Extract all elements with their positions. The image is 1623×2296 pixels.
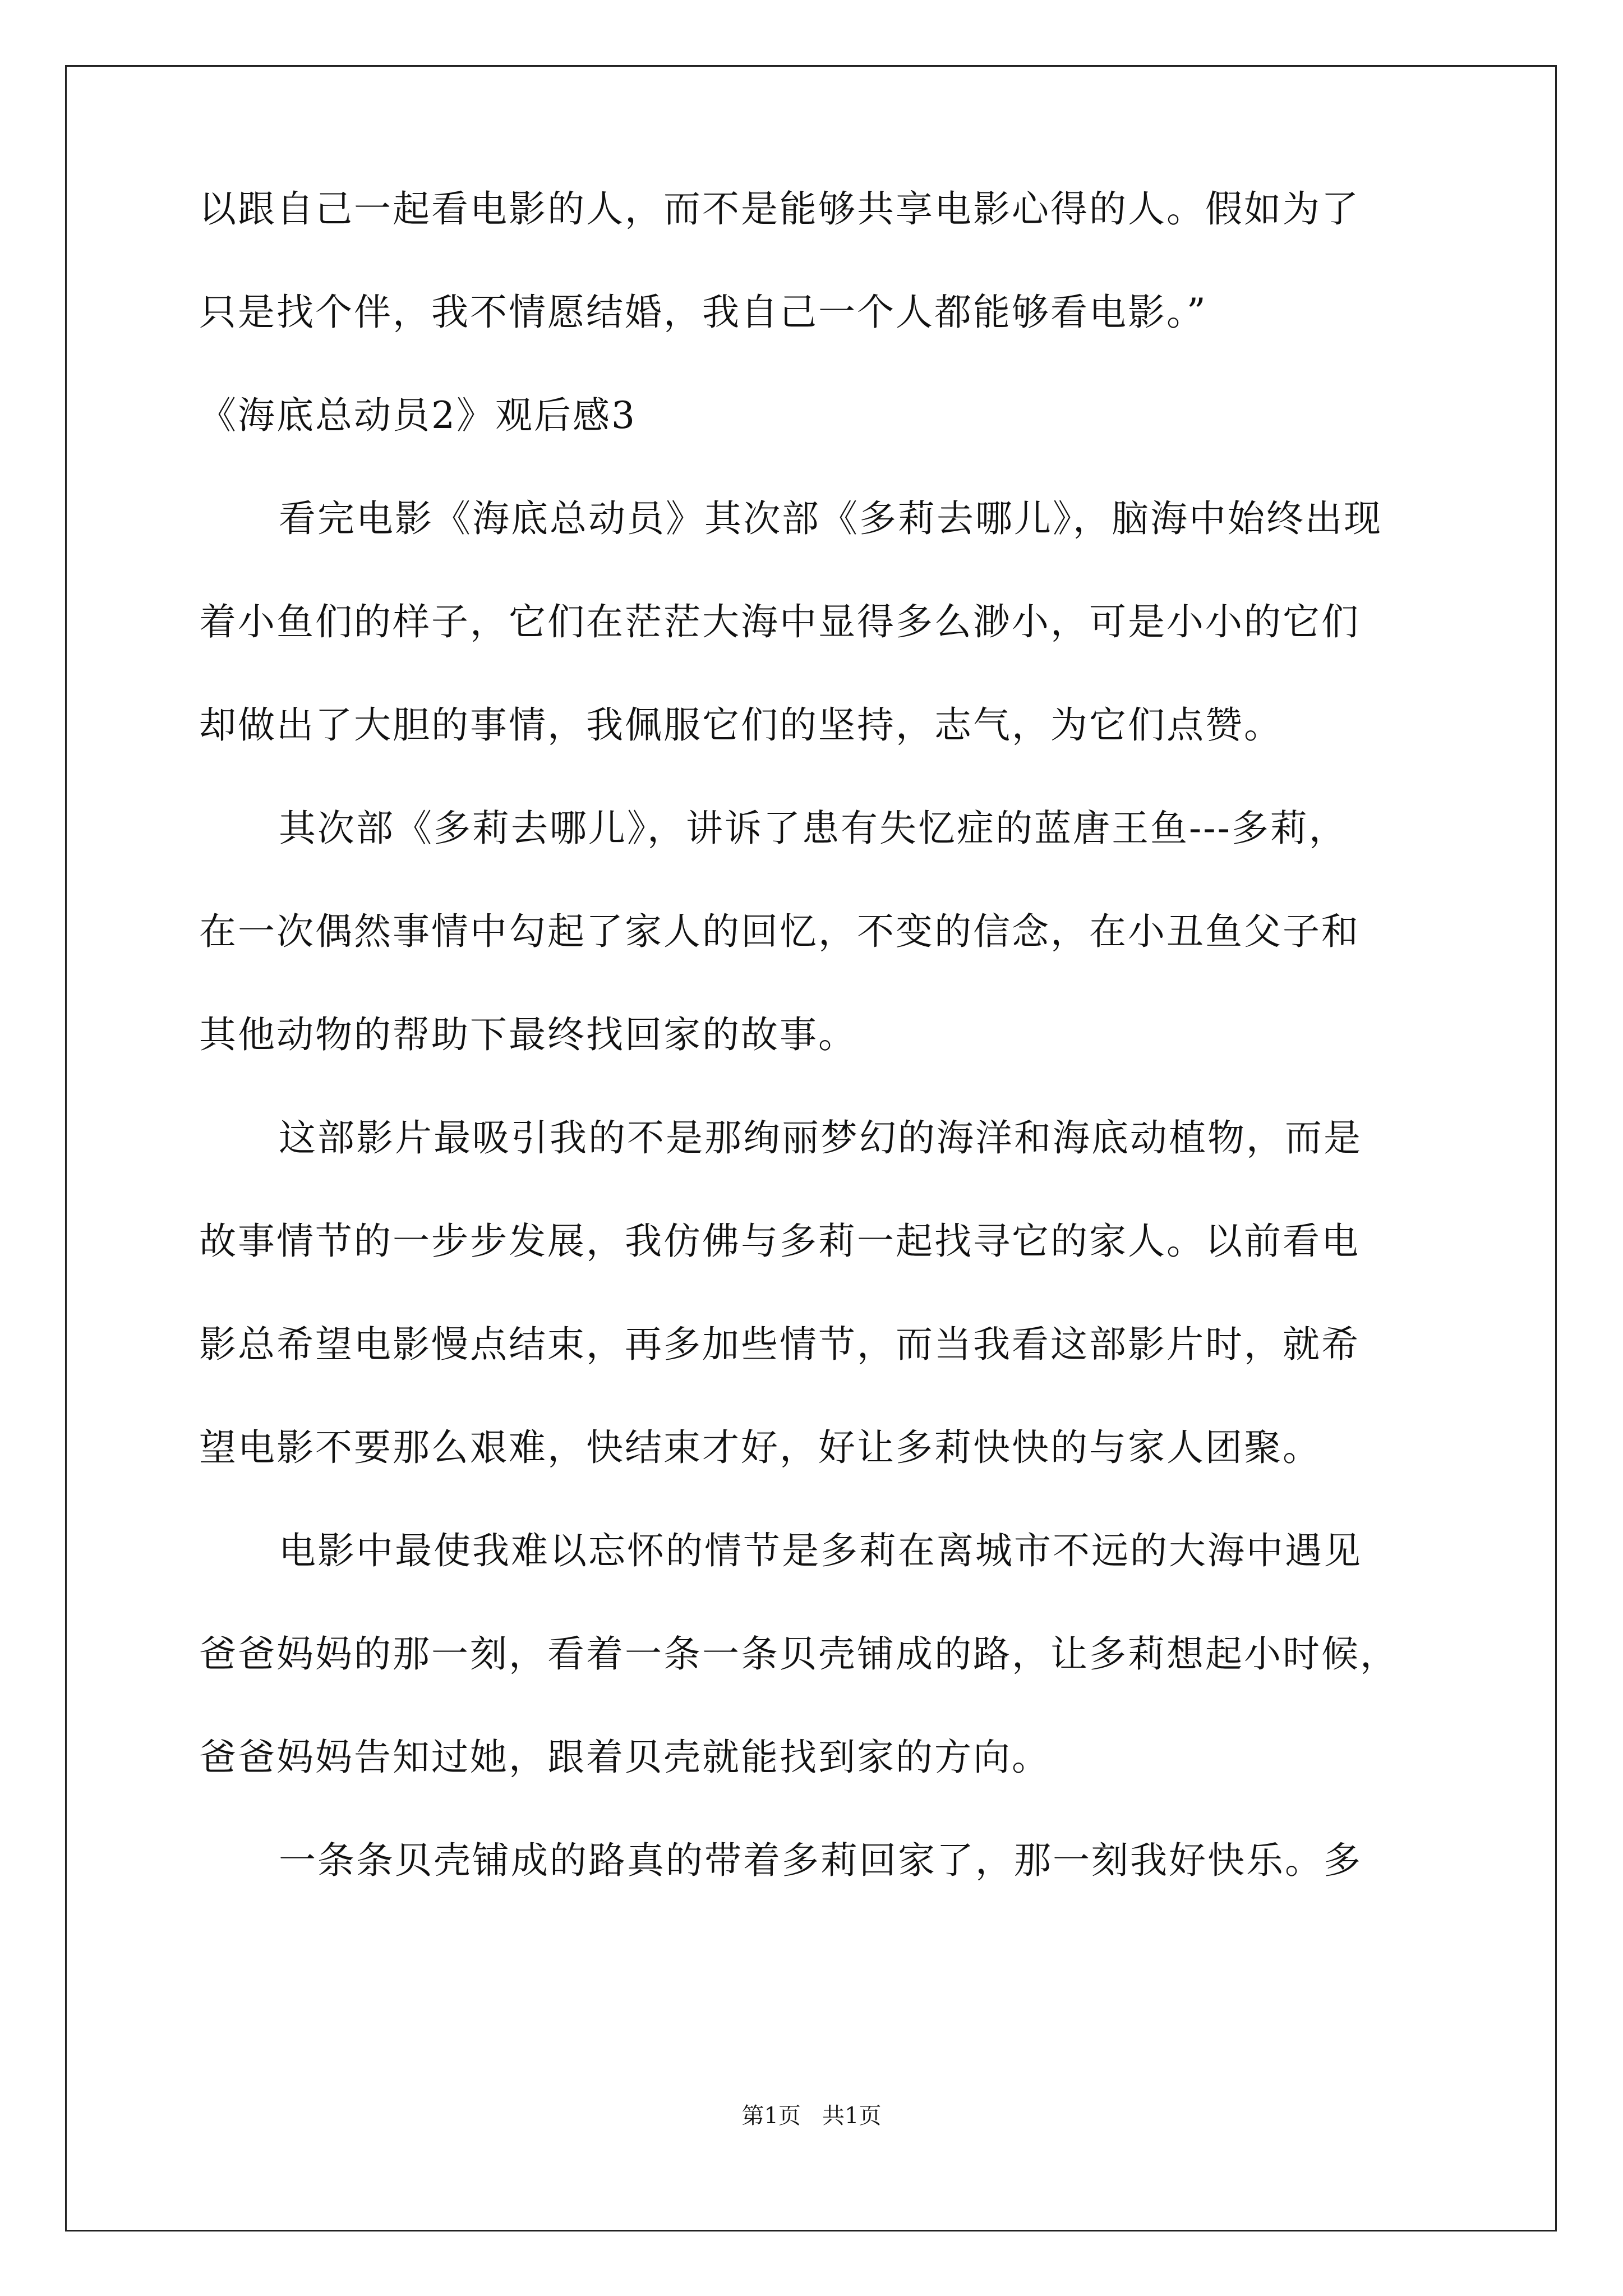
text-line: 其他动物的帮助下最终找回家的故事。 [199,1013,857,1056]
text-line: 影总希望电影慢点结束，再多加些情节，而当我看这部影片时，就希 [199,1323,1360,1366]
text-line: 着小鱼们的样子，它们在茫茫大海中显得多么渺小，可是小小的它们 [199,600,1360,643]
paragraph-start: 这部影片最吸引我的不是那绚丽梦幻的海洋和海底动植物，而是 [279,1116,1362,1159]
paragraph-start: 一条条贝壳铺成的路真的带着多莉回家了，那一刻我好快乐。多 [279,1839,1362,1882]
text-line: 在一次偶然事情中勾起了家人的回忆，不变的信念，在小丑鱼父子和 [199,910,1360,953]
text-line: 望电影不要那么艰难，快结束才好，好让多莉快快的与家人团聚。 [199,1426,1321,1469]
text-line: 爸爸妈妈的那一刻，看着一条一条贝壳铺成的路，让多莉想起小时候， [199,1632,1399,1676]
page-number-footer: 第1页 共1页 [741,2103,882,2129]
paragraph-start: 看完电影《海底总动员》其次部《多莉去哪儿》，脑海中始终出现 [279,497,1382,540]
paragraph-start: 其次部《多莉去哪儿》，讲诉了患有失忆症的蓝唐王鱼---多莉， [279,807,1348,850]
text-line: 只是找个伴，我不情愿结婚，我自己一个人都能够看电影。” [199,291,1207,334]
text-line: 以跟自己一起看电影的人，而不是能够共享电影心得的人。假如为了 [199,187,1360,231]
text-line: 却做出了大胆的事情，我佩服它们的坚持，志气，为它们点赞。 [199,703,1283,747]
text-line: 故事情节的一步步发展，我仿佛与多莉一起找寻它的家人。以前看电 [199,1220,1360,1263]
document-body [199,187,1433,1945]
paragraph-start: 电影中最使我难以忘怀的情节是多莉在离城市不远的大海中遇见 [279,1529,1362,1572]
text-line: 爸爸妈妈告知过她，跟着贝壳就能找到家的方向。 [199,1736,1050,1779]
section-heading: 《海底总动员2》观后感3 [199,394,637,437]
